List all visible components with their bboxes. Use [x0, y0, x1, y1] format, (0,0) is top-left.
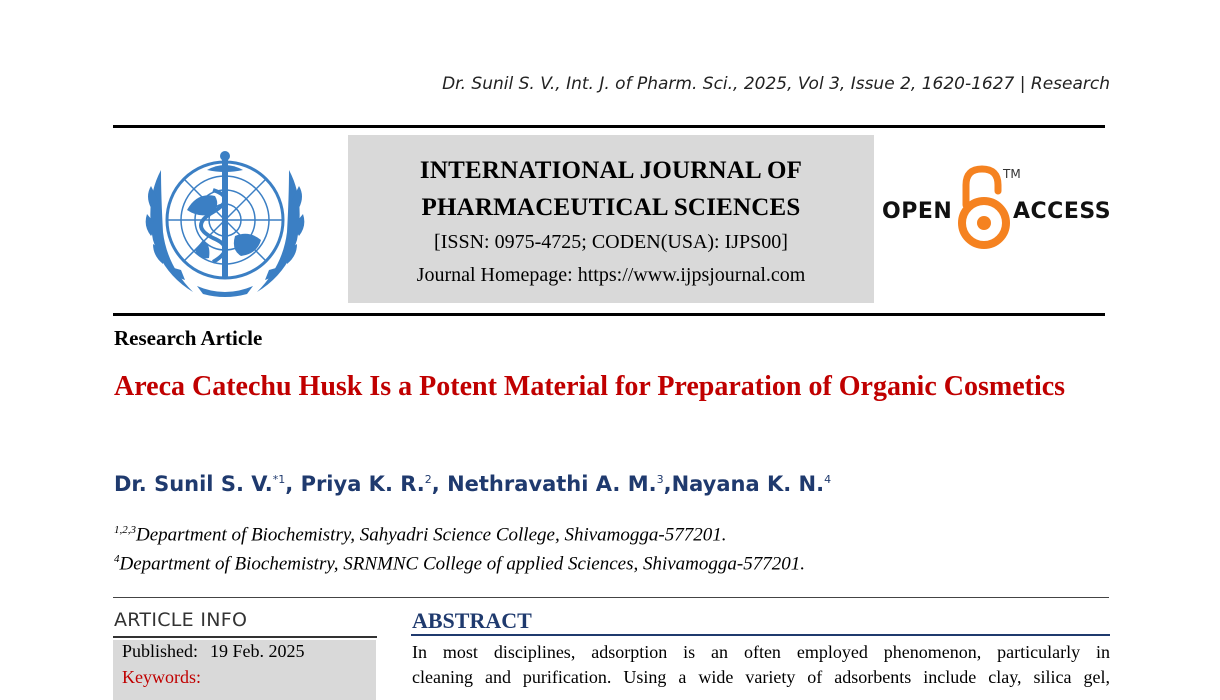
- journal-masthead: [348, 135, 874, 303]
- header-top-rule: [113, 125, 1105, 128]
- open-access-logo: [880, 165, 1112, 255]
- affiliation-marker: 1,2,3: [114, 524, 136, 536]
- un-emblem-logo: [127, 140, 323, 304]
- author-list: Dr. Sunil S. V.$^{*1}$, Priya K. R.$^2$, Nethravathi A. M.$^3$,Nayana K. N.$^4$: [114, 472, 832, 496]
- abstract-rule: [411, 634, 1110, 636]
- affiliation: [114, 524, 726, 546]
- author-affiliation-marker: 4: [824, 473, 832, 486]
- author-name: Dr. Sunil S. V.: [114, 472, 273, 496]
- section-divider: [113, 597, 1109, 598]
- abstract-header: ABSTRACT: [412, 608, 532, 633]
- author-name: Priya K. R.: [300, 472, 425, 496]
- open-access-access-text: ACCESS: [1013, 199, 1112, 224]
- open-access-open-text: OPEN: [882, 199, 953, 224]
- journal-name: [348, 152, 874, 226]
- abstract-text: [412, 640, 1110, 690]
- published-label: Published:: [122, 641, 199, 661]
- affiliation-text: Department of Biochemistry, SRNMNC College of applied Sciences, Shivamogga-577201.: [119, 553, 805, 575]
- article-info-header: ARTICLE INFO: [114, 609, 248, 631]
- published-info: [122, 641, 305, 662]
- affiliation-text: Department of Biochemistry, Sahyadri Science College, Shivamogga-577201.: [136, 524, 727, 546]
- article-type: Research Article: [114, 326, 263, 350]
- affiliation-marker: 4: [114, 553, 120, 565]
- article-info-rule: [113, 636, 377, 638]
- author-name: Nethravathi A. M.: [447, 472, 657, 496]
- journal-homepage: Journal Homepage: https://www.ijpsjournal.com: [416, 264, 806, 286]
- abstract-line: cleaning and purification. Using a wide variety of adsorbents include clay, silica gel,: [412, 667, 1110, 687]
- published-date: 19 Feb. 2025: [210, 641, 305, 661]
- journal-name-line2: PHARMACEUTICAL SCIENCES: [421, 194, 801, 221]
- journal-issn: [ISSN: 0975-4725; CODEN(USA): IJPS00]: [434, 231, 788, 253]
- header-bottom-rule: [113, 313, 1105, 316]
- author-affiliation-marker: *1: [272, 473, 286, 486]
- open-access-trademark: TM: [1003, 167, 1021, 181]
- article-title: Areca Catechu Husk Is a Potent Material for Preparation of Organic Cosmetics: [114, 371, 1066, 402]
- running-head: Dr. Sunil S. V., Int. J. of Pharm. Sci., 2025, Vol 3, Issue 2, 1620-1627 | Research: [442, 74, 1110, 94]
- keywords-label: Keywords:: [122, 667, 201, 687]
- author-name: Nayana K. N.: [671, 472, 825, 496]
- affiliation: [114, 553, 805, 575]
- abstract-line: In most disciplines, adsorption is an often employed phenomenon, particularly in: [412, 642, 1110, 662]
- author-affiliation-marker: 3: [656, 473, 664, 486]
- journal-name-line1: INTERNATIONAL JOURNAL OF: [419, 157, 803, 184]
- author-affiliation-marker: 2: [424, 473, 432, 486]
